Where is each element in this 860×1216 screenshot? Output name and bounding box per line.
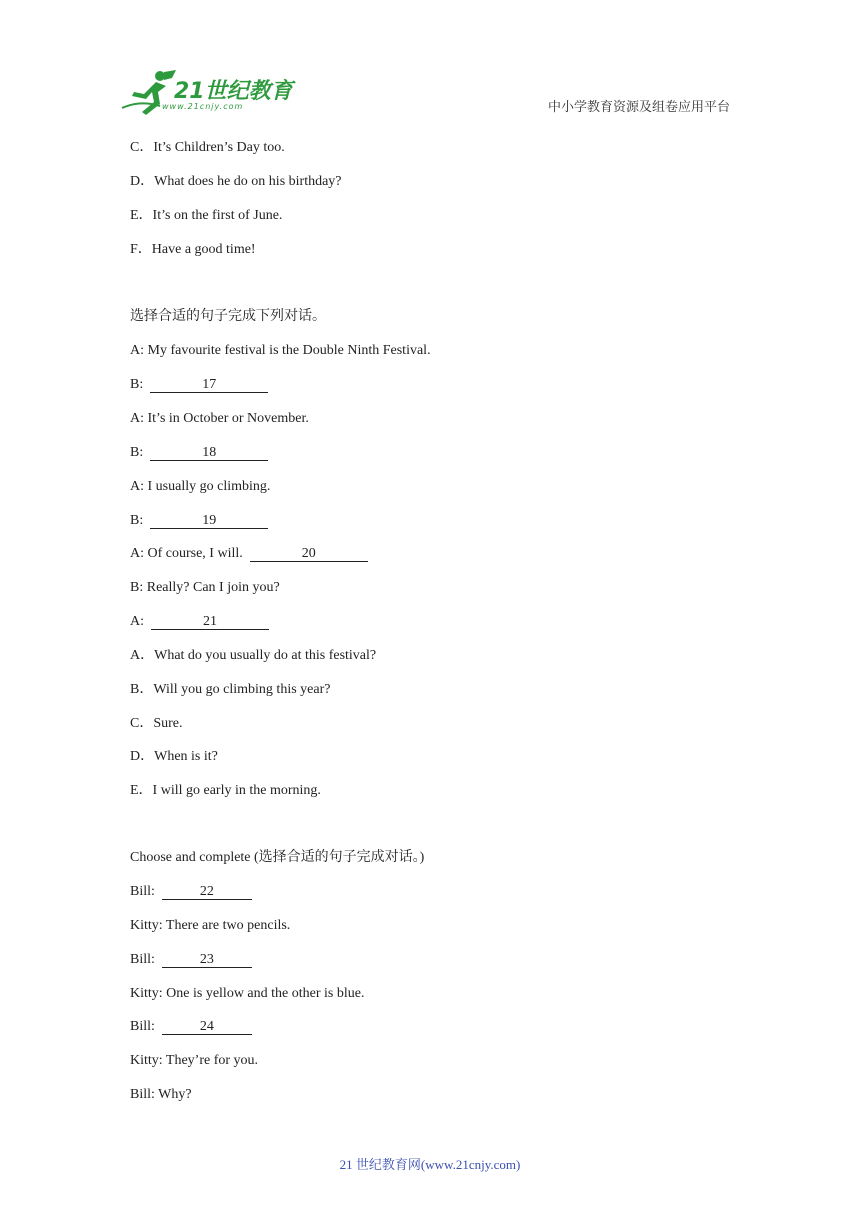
option-c: C．It’s Children’s Day too. — [130, 140, 285, 155]
speaker-label: Bill: — [130, 1019, 155, 1034]
speaker-label: A: Of course, I will. — [130, 546, 243, 561]
dialogue-line: Bill: Why? — [130, 1087, 192, 1102]
option-e: E．It’s on the first of June. — [130, 208, 283, 223]
answer-blank[interactable]: 20 — [250, 547, 368, 562]
speaker-label: Bill: — [130, 952, 155, 967]
site-logo — [120, 68, 293, 116]
logo-text: 21世纪教育 — [174, 79, 293, 104]
speaker-label: Bill: — [130, 884, 155, 899]
answer-blank[interactable]: 19 — [150, 514, 268, 529]
answer-blank[interactable]: 21 — [151, 615, 269, 630]
dialogue-line: B: Really? Can I join you? — [130, 580, 280, 595]
speaker-label: A: — [130, 614, 144, 629]
option-d: D．What does he do on his birthday? — [130, 174, 342, 189]
dialogue-line: A: It’s in October or November. — [130, 411, 309, 426]
section-instruction: Choose and complete (选择合适的句子完成对话。) — [130, 850, 425, 865]
dialogue-line: Kitty: They’re for you. — [130, 1053, 259, 1068]
dialogue-line — [130, 1019, 252, 1035]
dialogue-line: A: My favourite festival is the Double Ninth Festival. — [130, 343, 431, 358]
option-a: A．What do you usually do at this festival? — [130, 648, 377, 663]
dialogue-line — [130, 445, 268, 461]
option-c: C．Sure. — [130, 716, 183, 731]
section-instruction: 选择合适的句子完成下列对话。 — [130, 309, 326, 324]
option-e: E．I will go early in the morning. — [130, 783, 321, 798]
option-d: D．When is it? — [130, 749, 218, 764]
dialogue-line — [130, 614, 269, 630]
answer-blank[interactable]: 22 — [162, 885, 252, 900]
answer-blank[interactable]: 18 — [150, 446, 268, 461]
speaker-label: B: — [130, 513, 144, 528]
answer-blank[interactable]: 17 — [150, 378, 268, 393]
option-f: F．Have a good time! — [130, 242, 256, 257]
dialogue-line — [130, 952, 252, 968]
dialogue-line: Kitty: There are two pencils. — [130, 918, 291, 933]
page-header — [0, 0, 860, 130]
speaker-label: B: — [130, 377, 144, 392]
answer-blank[interactable]: 24 — [162, 1020, 252, 1035]
speaker-label: B: — [130, 445, 144, 460]
dialogue-line — [130, 377, 268, 393]
dialogue-line — [130, 546, 368, 562]
answer-blank[interactable]: 23 — [162, 953, 252, 968]
dialogue-line: Kitty: One is yellow and the other is blue. — [130, 986, 365, 1001]
header-tagline: 中小学教育资源及组卷应用平台 — [548, 99, 731, 114]
option-b: B．Will you go climbing this year? — [130, 682, 331, 697]
dialogue-line — [130, 513, 268, 529]
dialogue-line — [130, 884, 252, 900]
logo-url: www.21cnjy.com — [162, 102, 244, 111]
page-footer[interactable]: 21 世纪教育网(www.21cnjy.com) — [339, 1157, 521, 1172]
dialogue-line: A: I usually go climbing. — [130, 479, 271, 494]
